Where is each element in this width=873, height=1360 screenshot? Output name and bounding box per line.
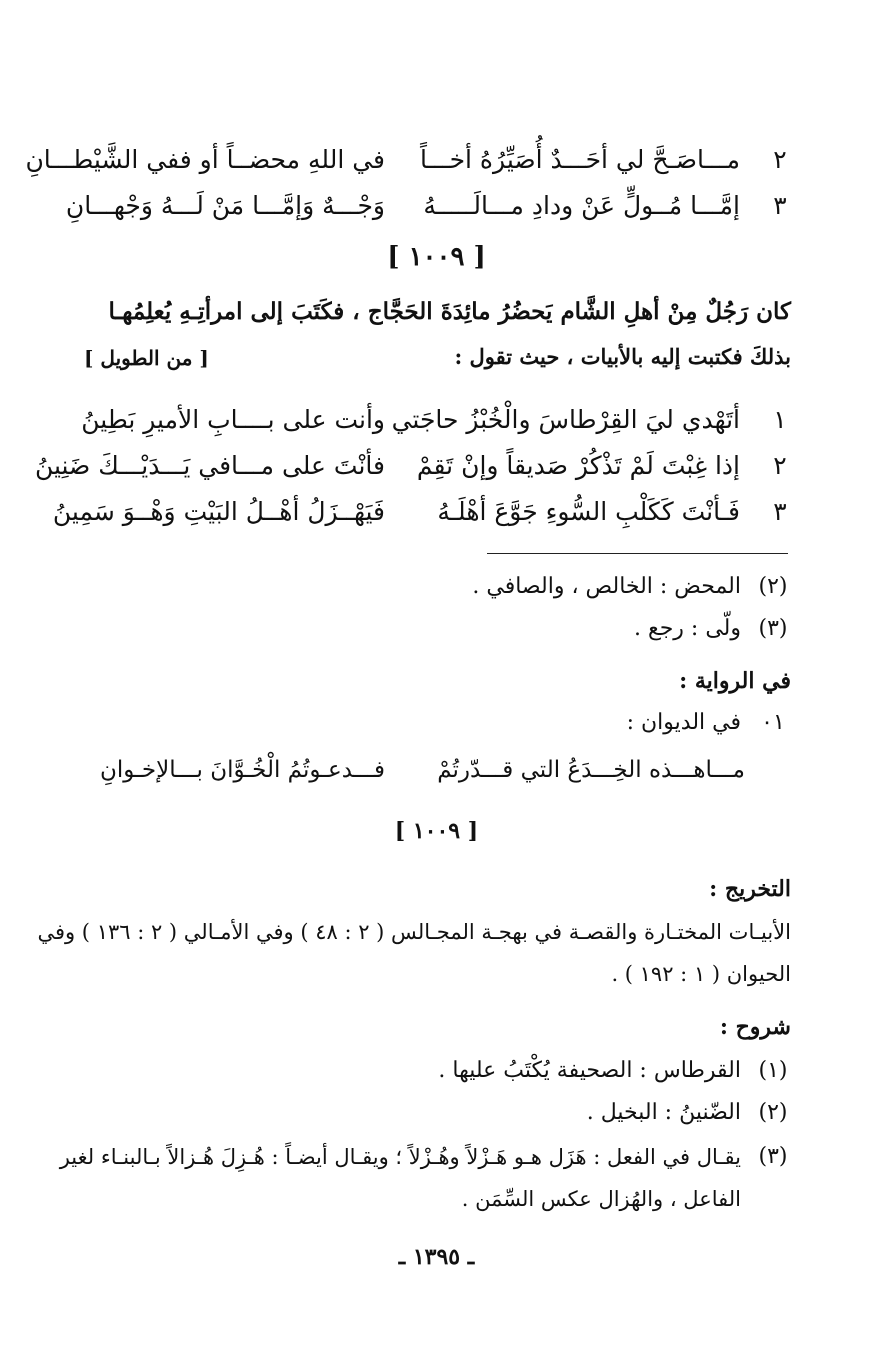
meter-label: [ من الطويل ]: [84, 346, 209, 370]
riwaya-source-text: في الديوان :: [626, 710, 741, 735]
page-number: ـ ١٣٩٥ ـ: [398, 1244, 475, 1270]
sharh-text-line-2: الفاعل ، والهُزال عكس السِّمَن .: [461, 1187, 741, 1211]
verse-first-hemistich: إذا غِبْتَ لَمْ تَذْكُرْ صَديقاً وإنْ تَقِمْ: [416, 451, 740, 480]
sharh-text-line-1: يقـال في الفعل : هَزَل هـو هَـزْلاً وهُـزْلاً ؛ ويقـال أيضـاً : هُـزِلَ هُـزالاً بـالبنـاء لغير: [59, 1145, 741, 1169]
takhrij-line-1: الأبيـات المختـارة والقصـة في بهجـة المجـالس ( ٢ : ٤٨ ) وفي الأمـالي ( ٢ : ١٣٦ ) وفي: [37, 920, 791, 944]
riwaya-verse: [80, 750, 800, 790]
footnote-text: المحض : الخالص ، والصافي .: [472, 574, 741, 599]
poem2-verse-1: [80, 400, 800, 440]
shuruh-heading: شروح :: [719, 1014, 791, 1040]
sharh-text: الضّنينُ : البخيل .: [586, 1100, 741, 1125]
takhrij-heading: التخريج :: [709, 876, 791, 902]
verse-second-hemistich: وأنت على بــــابِ الأميرِ بَطِينُ: [81, 405, 385, 434]
verse-second-hemistich: فأنْتَ على مـــافي يَـــدَيْـــكَ ضَنِينُ: [34, 451, 385, 480]
footnote-text: ولّى : رجع .: [634, 616, 741, 641]
verse-first-hemistich: أتَهْدي ليَ القِرْطاسَ والْخُبْزُ حاجَتي: [391, 405, 740, 434]
verse-first-hemistich: مـــاهـــذه الخِـــدَعُ التي قـــدّرتُمْ: [437, 757, 745, 783]
verse-second-hemistich: فـــدعـوتُمُ الْخُـوَّانَ بـــالإخـوانِ: [100, 757, 385, 783]
sharh-number: (٣): [758, 1144, 788, 1169]
takhrij-line-2: الحيوان ( ١ : ١٩٢ ) .: [611, 962, 791, 986]
sharh-number: (٢): [758, 1100, 788, 1125]
verse-number: ٢: [773, 145, 787, 174]
intro-line-2: بذلكَ فكتبت إليه بالأبيات ، حيث تقول :: [454, 344, 791, 369]
verse-first-hemistich: إمَّـــا مُــولٍّ عَنْ ودادِ مـــالَـــــهُ: [423, 191, 740, 220]
verse-second-hemistich: في اللهِ محضــاً أو ففي الشَّيْطـــانِ: [25, 145, 385, 174]
verse-number: ٣: [773, 497, 787, 526]
verse-second-hemistich: وَجْـــهٌ وَإمَّـــا مَنْ لَـــهُ وَجْهـــانِ: [65, 191, 385, 220]
riwaya-number: ٠١: [761, 710, 785, 735]
verse-number: ١: [773, 405, 787, 434]
poem2-verse-3: [52, 492, 800, 532]
verse-first-hemistich: مـــاصَـحَّ لي أحَـــدٌ أُصَيِّرُهُ أخـــاً: [419, 145, 740, 174]
footnote-number: (٢): [758, 574, 788, 599]
section-number-small: [ ١٠٠٩ ]: [394, 818, 479, 844]
poem1-verse-3: [65, 186, 800, 226]
verse-number: ٣: [773, 191, 787, 220]
poem2-verse-2: [34, 446, 800, 486]
riwaya-heading: في الرواية :: [679, 668, 791, 694]
footnote-divider: [487, 553, 788, 554]
sharh-text: القرطاس : الصحيفة يُكْتَبُ عليها .: [438, 1058, 741, 1083]
verse-second-hemistich: فَيَهْــزَلُ أهْــلُ البَيْتِ وَهْــوَ سَمِينُ: [52, 497, 385, 526]
intro-line-1: كان رَجُلٌ مِنْ أهلِ الشَّام يَحضُرُ مائِدَةَ الحَجَّاج ، فكَتَبَ إلى امرأتِـهِ يُعلِمُهـا: [108, 298, 791, 325]
verse-number: ٢: [773, 451, 787, 480]
verse-first-hemistich: فَـأنْتَ كَكَلْبِ السُّوءِ جَوَّعَ أهْلَـهُ: [437, 497, 740, 526]
section-number: [ ١٠٠٩ ]: [387, 242, 486, 272]
footnote-number: (٣): [758, 616, 788, 641]
poem1-verse-2: [25, 140, 800, 180]
sharh-number: (١): [758, 1058, 788, 1083]
